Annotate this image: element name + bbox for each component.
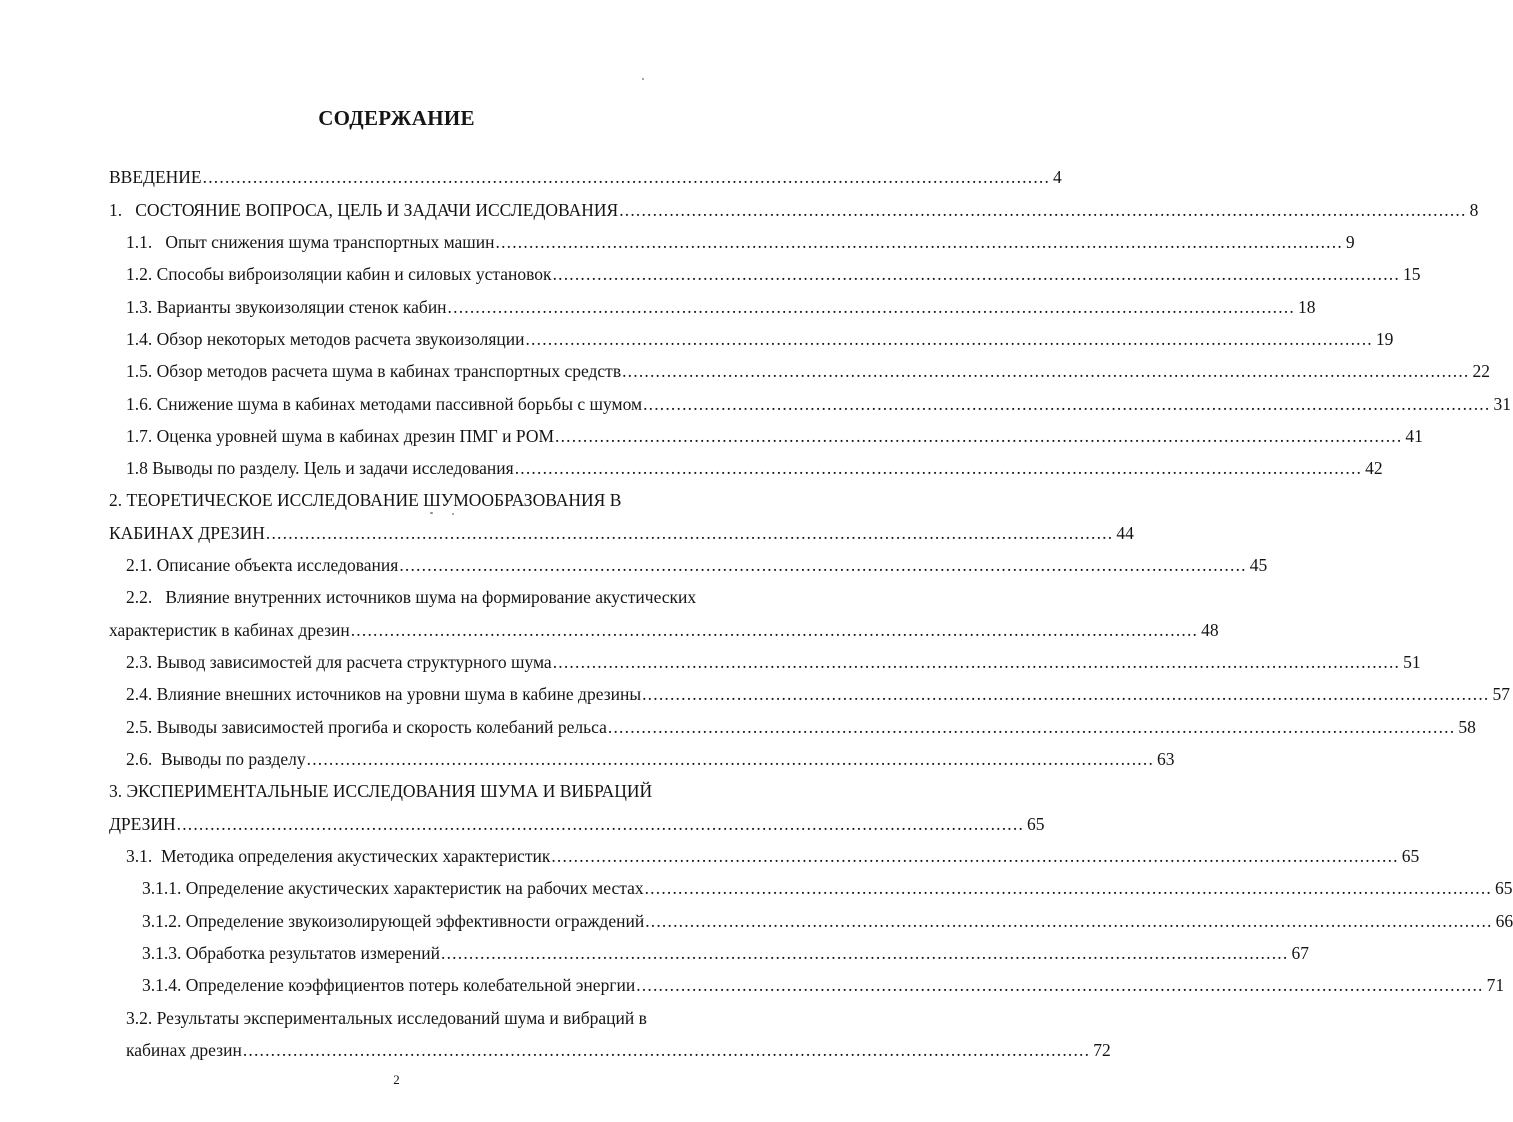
toc-entry-title: 3.1.4. Определение коэффициентов потерь колебательной энергии <box>142 975 636 995</box>
leader-dots: ........................................................................................................................................................ <box>552 264 1400 284</box>
toc-entry[interactable] <box>126 1038 1111 1062</box>
toc-entry-page: 18 <box>1297 297 1316 317</box>
toc-entry-wrapped-line[interactable] <box>109 779 745 803</box>
toc-entry-page: 65 <box>1495 878 1513 898</box>
page-number: 2 <box>393 1072 400 1087</box>
toc-entry-title: 1.1. Опыт снижения шума транспортных машин <box>126 232 495 252</box>
leader-dots: ........................................................................................................................................................ <box>176 814 1025 834</box>
toc-entry-page: 58 <box>1458 717 1476 737</box>
toc-entry-page: 4 <box>1053 167 1062 187</box>
toc-entry-page: 44 <box>1116 523 1134 543</box>
toc-entry-title: 1.5. Обзор методов расчета шума в кабинах транспортных средств <box>126 361 622 381</box>
toc-entry[interactable] <box>142 941 1309 965</box>
leader-dots: ........................................................................................................................................................ <box>622 361 1470 381</box>
toc-entry-page: 42 <box>1365 458 1383 478</box>
toc-entry[interactable] <box>126 844 1420 868</box>
toc-entry-title: 3.1. Методика определения акустических характеристик <box>126 846 551 866</box>
toc-entry-title: 3.1.1. Определение акустических характеристик на рабочих местах <box>142 878 644 898</box>
leader-dots: ........................................................................................................................................................ <box>643 394 1491 414</box>
leader-dots: ........................................................................................................................................................ <box>514 458 1363 478</box>
toc-entry-title: 1.2. Способы виброизоляции кабин и силовых установок <box>126 264 552 284</box>
toc-entry-title: ВВЕДЕНИЕ <box>109 167 202 187</box>
toc-entry-title: 3. ЭКСПЕРИМЕНТАЛЬНЫЕ ИССЛЕДОВАНИЯ ШУМА И ВИБРАЦИЙ <box>109 781 653 801</box>
scan-speck <box>642 78 644 80</box>
toc-entry-title: 1. СОСТОЯНИЕ ВОПРОСА, ЦЕЛЬ И ЗАДАЧИ ИССЛЕДОВАНИЯ <box>109 200 619 220</box>
toc-entry[interactable] <box>126 715 1476 739</box>
toc-entry[interactable] <box>126 747 1175 771</box>
toc-entry-title: 2.5. Выводы зависимостей прогиба и скорость колебаний рельса <box>126 717 607 737</box>
toc-entry-page: 41 <box>1405 426 1423 446</box>
toc-entry-wrapped-line[interactable] <box>126 585 745 609</box>
leader-dots: ........................................................................................................................................................ <box>644 878 1493 898</box>
leader-dots: ........................................................................................................................................................ <box>202 167 1051 187</box>
leader-dots: ........................................................................................................................................................ <box>619 200 1467 220</box>
toc-entry-page: 9 <box>1345 232 1355 252</box>
toc-entry-title: 2.1. Описание объекта исследования <box>126 555 399 575</box>
toc-entry-page: 72 <box>1093 1040 1111 1060</box>
leader-dots: ........................................................................................................................................................ <box>242 1040 1091 1060</box>
leader-dots: ........................................................................................................................................................ <box>551 846 1399 866</box>
toc-entry-page: 65 <box>1401 846 1420 866</box>
toc-entry[interactable] <box>126 359 1490 383</box>
toc-entry[interactable] <box>109 618 1219 642</box>
toc-entry-page: 66 <box>1495 911 1513 931</box>
toc-entry-title: 2.4. Влияние внешних источников на уровни шума в кабине дрезины <box>126 684 642 704</box>
toc-entry-wrapped-line[interactable] <box>126 1006 745 1030</box>
leader-dots: ........................................................................................................................................................ <box>350 620 1199 640</box>
toc-entry[interactable] <box>126 230 1355 254</box>
toc-entry-wrapped-line[interactable] <box>109 488 745 512</box>
toc-entry-page: 19 <box>1375 329 1394 349</box>
toc-entry-title: 1.8 Выводы по разделу. Цель и задачи исследования <box>126 458 514 478</box>
leader-dots: ........................................................................................................................................................ <box>552 652 1401 672</box>
toc-entry[interactable] <box>126 327 1394 351</box>
scan-speck <box>430 512 433 514</box>
toc-entry[interactable] <box>142 876 1513 900</box>
toc-entry[interactable] <box>109 165 1062 189</box>
toc-entry[interactable] <box>142 973 1505 997</box>
leader-dots: ........................................................................................................................................................ <box>645 911 1493 931</box>
toc-entry-title: 3.1.3. Обработка результатов измерений <box>142 943 441 963</box>
toc-entry-page: 51 <box>1403 652 1421 672</box>
toc-entry[interactable] <box>126 682 1511 706</box>
leader-dots: ........................................................................................................................................................ <box>555 426 1403 446</box>
toc-entry-title: 2. ТЕОРЕТИЧЕСКОЕ ИССЛЕДОВАНИЕ ШУМООБРАЗОВАНИЯ В <box>109 490 622 510</box>
toc-entry-title: 2.2. Влияние внутренних источников шума на формирование акустических <box>126 587 697 607</box>
toc-entry-page: 71 <box>1486 975 1505 995</box>
toc-entry-title: 1.7. Оценка уровней шума в кабинах дрезин ПМГ и РОМ <box>126 426 555 446</box>
leader-dots: ........................................................................................................................................................ <box>447 297 1295 317</box>
toc-entry-title: 2.3. Вывод зависимостей для расчета структурного шума <box>126 652 552 672</box>
toc-entry-page: 8 <box>1469 200 1479 220</box>
toc-entry-title: кабинах дрезин <box>126 1040 242 1060</box>
toc-entry[interactable] <box>109 812 1045 836</box>
toc-entry-title: КАБИНАХ ДРЕЗИН <box>109 523 265 543</box>
toc-entry[interactable] <box>126 650 1421 674</box>
toc-entry-title: 3.2. Результаты экспериментальных исследований шума и вибраций в <box>126 1008 647 1028</box>
toc-entry-title: ДРЕЗИН <box>109 814 176 834</box>
leader-dots: ........................................................................................................................................................ <box>399 555 1247 575</box>
leader-dots: ........................................................................................................................................................ <box>441 943 1289 963</box>
leader-dots: ........................................................................................................................................................ <box>636 975 1484 995</box>
leader-dots: ........................................................................................................................................................ <box>607 717 1456 737</box>
page-title: СОДЕРЖАНИЕ <box>318 106 475 130</box>
toc-entry-page: 31 <box>1493 394 1511 414</box>
toc-entry[interactable] <box>126 392 1511 416</box>
toc-entry[interactable] <box>126 262 1421 286</box>
leader-dots: ........................................................................................................................................................ <box>265 523 1114 543</box>
toc-entry-page: 48 <box>1201 620 1219 640</box>
toc-entry-title: 3.1.2. Определение звукоизолирующей эффективности ограждений <box>142 911 645 931</box>
toc-entry[interactable] <box>126 295 1316 319</box>
leader-dots: ........................................................................................................................................................ <box>306 749 1155 769</box>
toc-entry[interactable] <box>126 424 1423 448</box>
toc-entry[interactable] <box>126 553 1268 577</box>
toc-entry-title: характеристик в кабинах дрезин <box>109 620 350 640</box>
toc-entry-page: 65 <box>1027 814 1045 834</box>
toc-entry-page: 67 <box>1291 943 1309 963</box>
leader-dots: ........................................................................................................................................................ <box>525 329 1373 349</box>
toc-entry[interactable] <box>109 198 1479 222</box>
toc-entry-page: 57 <box>1492 684 1511 704</box>
toc-entry[interactable] <box>142 909 1513 933</box>
toc-entry-page: 22 <box>1472 361 1490 381</box>
toc-entry-page: 15 <box>1402 264 1421 284</box>
toc-entry[interactable] <box>109 521 1134 545</box>
leader-dots: ........................................................................................................................................................ <box>495 232 1343 252</box>
toc-entry-page: 63 <box>1157 749 1175 769</box>
toc-entry-title: 2.6. Выводы по разделу <box>126 749 306 769</box>
leader-dots: ........................................................................................................................................................ <box>642 684 1490 704</box>
toc-entry-title: 1.4. Обзор некоторых методов расчета звукоизоляции <box>126 329 525 349</box>
toc-entry-title: 1.3. Варианты звукоизоляции стенок кабин <box>126 297 447 317</box>
scan-speck <box>452 513 454 515</box>
toc-entry-title: 1.6. Снижение шума в кабинах методами пассивной борьбы с шумом <box>126 394 643 414</box>
toc-entry-page: 45 <box>1249 555 1268 575</box>
toc-entry[interactable] <box>126 456 1383 480</box>
